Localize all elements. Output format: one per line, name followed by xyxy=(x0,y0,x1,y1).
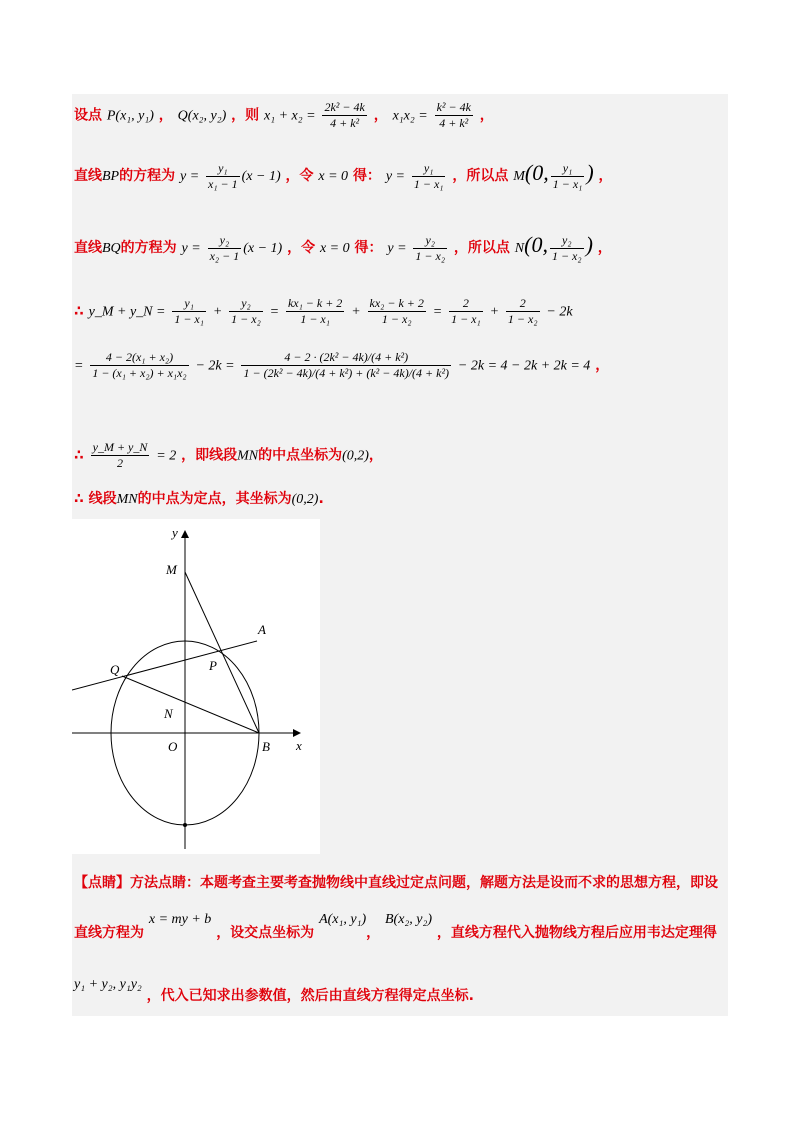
text: ，设交点坐标为 xyxy=(216,925,315,941)
math: y = xyxy=(181,241,201,256)
point-q: Q(x₂, y₂) xyxy=(177,108,227,124)
text: ， xyxy=(479,107,494,124)
text: ，所以点 xyxy=(453,240,510,256)
text: ，则 xyxy=(231,107,260,124)
math: (0,2) xyxy=(342,448,369,464)
label-x: x xyxy=(296,738,302,753)
fraction xyxy=(229,296,263,327)
line-conclusion xyxy=(74,488,728,508)
math: − 2k = xyxy=(195,358,235,374)
math: + xyxy=(351,304,361,320)
denominator: 1 − x₂ xyxy=(381,312,412,326)
math: (x − 1) xyxy=(243,241,283,256)
numerator: y₁ xyxy=(172,296,206,312)
math: ) xyxy=(586,160,594,185)
math: = xyxy=(269,304,280,320)
math: (0,2) xyxy=(291,492,319,507)
fraction xyxy=(368,296,426,327)
math: x₁x₂ = xyxy=(392,108,428,124)
point-p: P(x₁, y₁) xyxy=(106,108,154,124)
denominator: 1 − (x₁ + x₂) + x₁x₂ xyxy=(92,366,187,380)
label-b: B xyxy=(262,739,270,754)
line-simplify xyxy=(74,350,728,381)
fraction xyxy=(551,161,585,192)
text: 得： xyxy=(354,240,383,256)
denominator: 1 − x₁ xyxy=(174,312,204,326)
text: 方法点睛：本题考查主要考查抛物线中直线过定点问题，解题方法是设而不求的思想方程，即设 xyxy=(130,875,718,891)
note-line-2 xyxy=(74,912,728,942)
denominator: 1 − x₁ xyxy=(552,176,583,191)
note-tag: 【点睛】 xyxy=(74,875,130,891)
text: 直线 xyxy=(74,240,102,256)
text: ，代入已知求出参数值，然后由直线方程得定点坐标. xyxy=(146,988,474,1004)
line-midpoint xyxy=(74,440,728,471)
segment-mn: MN xyxy=(237,448,259,464)
label-n: N xyxy=(164,706,173,721)
fraction xyxy=(550,233,584,264)
fraction xyxy=(322,100,366,131)
text: ， xyxy=(598,168,613,184)
fraction xyxy=(172,296,206,327)
denominator: 1 − (2k² − 4k)/(4 + k²) + (k² − 4k)/(4 + k²) xyxy=(243,366,450,380)
fraction xyxy=(506,296,540,327)
text: ， xyxy=(373,107,388,124)
math: (0, xyxy=(524,160,549,185)
therefore-symbol: ∴ xyxy=(74,491,84,507)
text: 线段 xyxy=(88,491,117,507)
math: x = 0 xyxy=(318,169,349,184)
line-name: BQ xyxy=(102,241,121,256)
line-bm xyxy=(185,572,259,733)
denominator: 1 − x₁ xyxy=(300,312,330,326)
geometry-figure xyxy=(72,519,320,854)
fraction xyxy=(206,161,240,192)
text: 直线 xyxy=(74,168,102,184)
denominator: 1 − x₁ xyxy=(451,312,481,326)
line-set-points xyxy=(74,100,728,131)
math: ) xyxy=(585,232,593,257)
text: ，即线段 xyxy=(181,447,238,464)
fraction xyxy=(208,233,242,264)
numerator: y₁ xyxy=(551,161,585,177)
math: − 2k = 4 − 2k + 2k = 4 xyxy=(457,358,591,374)
math: y = xyxy=(387,241,407,256)
math: − 2k xyxy=(546,304,573,320)
math: x = my + b xyxy=(148,912,212,927)
point-b: B(x₂, y₂) xyxy=(384,912,433,927)
numerator: y₁ xyxy=(412,161,446,177)
label-y: y xyxy=(172,525,178,540)
numerator: y₂ xyxy=(229,296,263,312)
text: 直线方程为 xyxy=(74,925,144,941)
label-p: P xyxy=(209,658,217,673)
denominator: 4 + k² xyxy=(439,116,469,130)
text: ， xyxy=(595,357,610,374)
fraction xyxy=(286,296,344,327)
fraction xyxy=(413,233,447,264)
therefore-symbol: ∴ xyxy=(74,303,84,320)
line-qa xyxy=(72,641,257,690)
therefore-symbol: ∴ xyxy=(74,447,84,464)
fraction xyxy=(449,296,483,327)
fraction xyxy=(435,100,473,131)
text: ， xyxy=(368,447,383,464)
point-a: A(x₁, y₁) xyxy=(319,912,367,927)
note-line-1 xyxy=(74,872,728,892)
math: = xyxy=(74,358,84,374)
fraction xyxy=(241,350,451,381)
numerator: y₂ xyxy=(550,233,584,249)
line-sum-ym-yn xyxy=(74,296,728,327)
math: = xyxy=(432,304,443,320)
note-line-3 xyxy=(74,977,728,1005)
text: ，所以点 xyxy=(452,168,509,184)
label-a: A xyxy=(258,622,266,637)
numerator: y₂ xyxy=(208,233,242,249)
label-m: M xyxy=(166,562,177,577)
math: y₁ + y₂, y₁y₂ xyxy=(74,977,142,992)
line-qb xyxy=(122,676,259,733)
line-name: BP xyxy=(102,169,120,184)
denominator: 1 − x₂ xyxy=(231,312,261,326)
numerator: y₁ xyxy=(206,161,240,177)
math: x₁ + x₂ = xyxy=(264,108,316,124)
point-m: M xyxy=(513,169,525,184)
numerator: 2 xyxy=(506,296,540,312)
text: ， xyxy=(597,240,612,256)
denominator: 1 − x₂ xyxy=(551,248,582,263)
label-o: O xyxy=(168,739,178,754)
text: ，直线方程代入抛物线方程后应用韦达定理得 xyxy=(436,925,717,941)
math: + xyxy=(489,304,500,320)
numerator: 4 − 2(x₁ + x₂) xyxy=(90,350,188,366)
denominator: 1 − x₁ xyxy=(413,176,444,191)
text: 得： xyxy=(352,168,381,184)
math: y = xyxy=(179,169,200,184)
math: (0, xyxy=(524,232,548,257)
numerator: 2k² − 4k xyxy=(324,100,365,114)
line-bp xyxy=(74,160,728,192)
numerator: k² − 4k xyxy=(436,100,471,114)
math: + xyxy=(212,304,223,320)
math: (x − 1) xyxy=(241,169,281,184)
fraction xyxy=(90,350,188,381)
text: ， xyxy=(366,925,381,941)
numerator: y_M + y_N xyxy=(92,440,148,454)
numerator: kx₂ − k + 2 xyxy=(369,296,424,310)
denominator: 4 + k² xyxy=(330,116,360,130)
text: 的方程为 xyxy=(119,168,176,184)
numerator: 4 − 2 · (2k² − 4k)/(4 + k²) xyxy=(241,350,451,366)
text: 的中点为定点，其坐标为 xyxy=(137,491,292,507)
point-n: N xyxy=(514,241,525,256)
text: ，令 xyxy=(285,168,314,184)
math: x = 0 xyxy=(319,241,350,256)
denominator: x₁ − 1 xyxy=(208,176,238,191)
segment-mn: MN xyxy=(116,492,138,507)
fraction xyxy=(412,161,446,192)
numerator: kx₁ − k + 2 xyxy=(287,296,343,310)
text: 设点 xyxy=(74,107,102,124)
denominator: 2 xyxy=(117,456,123,470)
numerator: y₂ xyxy=(413,233,447,249)
denominator: 1 − x₂ xyxy=(507,312,538,326)
bottom-vertex-dot xyxy=(183,823,187,827)
label-q: Q xyxy=(110,662,120,677)
text: ，令 xyxy=(287,240,316,256)
fraction xyxy=(91,440,150,471)
ellipse-diagram xyxy=(72,519,320,854)
math: y = xyxy=(385,169,405,184)
math: = 2 xyxy=(156,448,177,464)
math: y_M + y_N = xyxy=(88,304,166,320)
text: 的方程为 xyxy=(120,240,177,256)
text: . xyxy=(318,491,324,507)
text: 的中点坐标为 xyxy=(258,447,343,464)
denominator: x₂ − 1 xyxy=(209,248,240,263)
denominator: 1 − x₂ xyxy=(415,248,446,263)
line-bq xyxy=(74,232,728,264)
numerator: 2 xyxy=(449,296,483,312)
text: ， xyxy=(158,107,173,124)
